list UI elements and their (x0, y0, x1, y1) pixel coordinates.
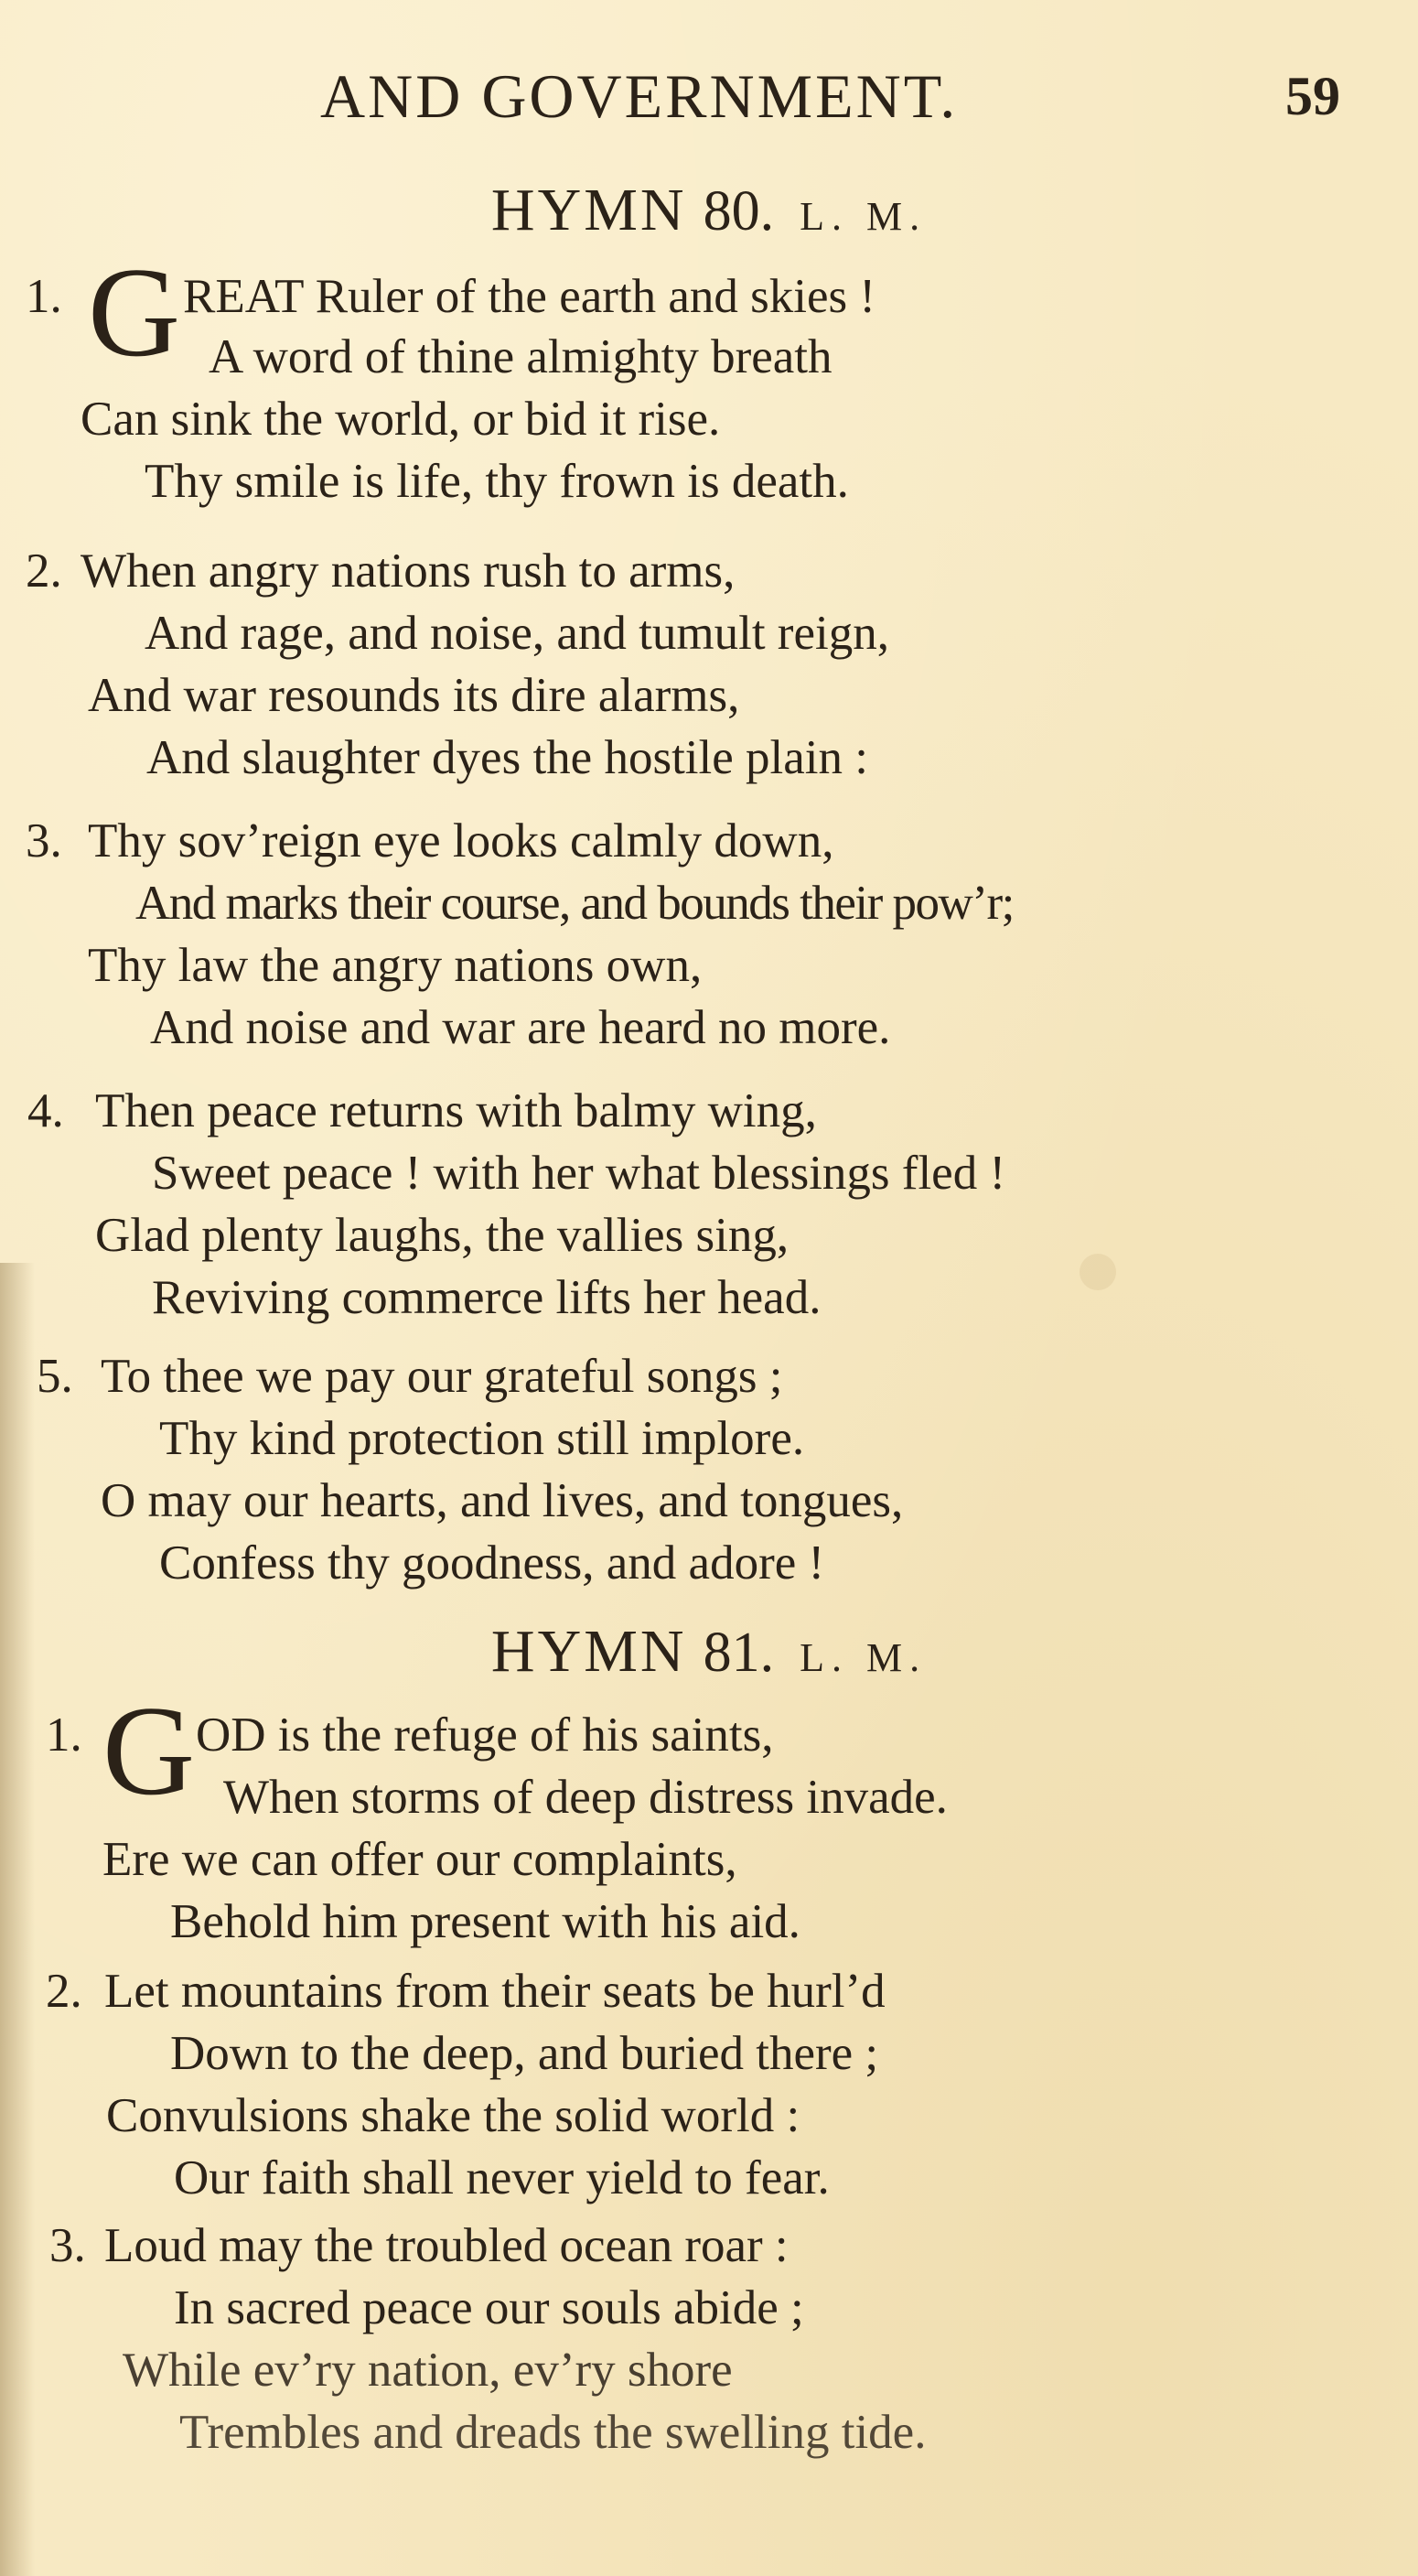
page-number: 59 (1285, 66, 1340, 126)
verse-number: 3. (49, 2219, 86, 2272)
verse-line: Thy sov’reign eye looks calmly down, (88, 814, 834, 868)
verse-line: And slaughter dyes the hostile plain : (146, 731, 868, 784)
verse-line: Trembles and dreads the swelling tide. (179, 2406, 927, 2459)
verse-line: And war resounds its dire alarms, (88, 669, 740, 722)
verse-line: Ere we can offer our complaints, (102, 1833, 737, 1886)
verse-number: 1. (26, 270, 62, 323)
verse-line: Sweet peace ! with her what blessings fled ! (152, 1147, 1006, 1200)
verse-line: When angry nations rush to arms, (81, 544, 736, 598)
verse-line: Behold him present with his aid. (170, 1895, 800, 1948)
hymn-number: 81. (703, 1622, 775, 1684)
verse-line: Thy law the angry nations own, (88, 939, 703, 992)
verse-line: Thy smile is life, thy frown is death. (145, 455, 849, 508)
hymn-80-title (0, 169, 1418, 267)
verse-line: Loud may the troubled ocean roar : (104, 2219, 789, 2272)
verse-number: 5. (37, 1350, 73, 1403)
verse-line: Reviving commerce lifts her head. (152, 1271, 822, 1324)
verse-line: Let mountains from their seats be hurl’d (104, 1965, 886, 2018)
verse-line: Then peace returns with balmy wing, (95, 1084, 817, 1137)
hymn-81-title (0, 1611, 1418, 1708)
verse-line: Our faith shall never yield to fear. (174, 2151, 830, 2204)
verse-line: And rage, and noise, and tumult reign, (145, 607, 889, 660)
verse-number: 1. (46, 1708, 82, 1762)
verse-line: Glad plenty laughs, the vallies sing, (95, 1209, 790, 1262)
verse-number: 4. (27, 1084, 64, 1137)
verse-line: Convulsions shake the solid world : (106, 2089, 800, 2142)
running-title: AND GOVERNMENT. (320, 61, 959, 131)
paper-stain (1080, 1254, 1116, 1290)
verse-line: And noise and war are heard no more. (150, 1001, 891, 1054)
verse-number: 2. (46, 1965, 82, 2018)
verse-line: REAT Ruler of the earth and skies ! (183, 270, 876, 323)
hymn-number: 80. (703, 180, 775, 243)
verse-line: Confess thy goodness, and adore ! (159, 1536, 825, 1590)
verse-line: To thee we pay our grateful songs ; (101, 1350, 783, 1403)
drop-cap: G (88, 242, 181, 383)
hymn-meter: L. M. (800, 194, 928, 239)
verse-number: 2. (26, 544, 62, 598)
verse-number: 3. (26, 814, 62, 868)
verse-line: OD is the refuge of his saints, (196, 1708, 774, 1762)
hymn-label: HYMN (490, 177, 687, 243)
verse-line: When storms of deep distress invade. (223, 1771, 948, 1824)
hymn-label: HYMN (490, 1618, 687, 1685)
drop-cap: G (102, 1680, 196, 1822)
verse-line: In sacred peace our souls abide ; (174, 2281, 804, 2334)
verse-line: A word of thine almighty breath (209, 330, 833, 383)
verse-line: Thy kind protection still implore. (159, 1412, 805, 1465)
verse-line: While ev’ry nation, ev’ry shore (123, 2344, 733, 2397)
verse-line: Can sink the world, or bid it rise. (81, 393, 721, 446)
verse-line: And marks their course, and bounds their pow’r; (135, 877, 1014, 930)
verse-line: O may our hearts, and lives, and tongues, (101, 1474, 904, 1527)
verse-line: Down to the deep, and buried there ; (170, 2027, 879, 2080)
hymn-meter: L. M. (800, 1635, 928, 1680)
binding-shadow (0, 1263, 35, 2576)
running-head (0, 55, 1418, 137)
